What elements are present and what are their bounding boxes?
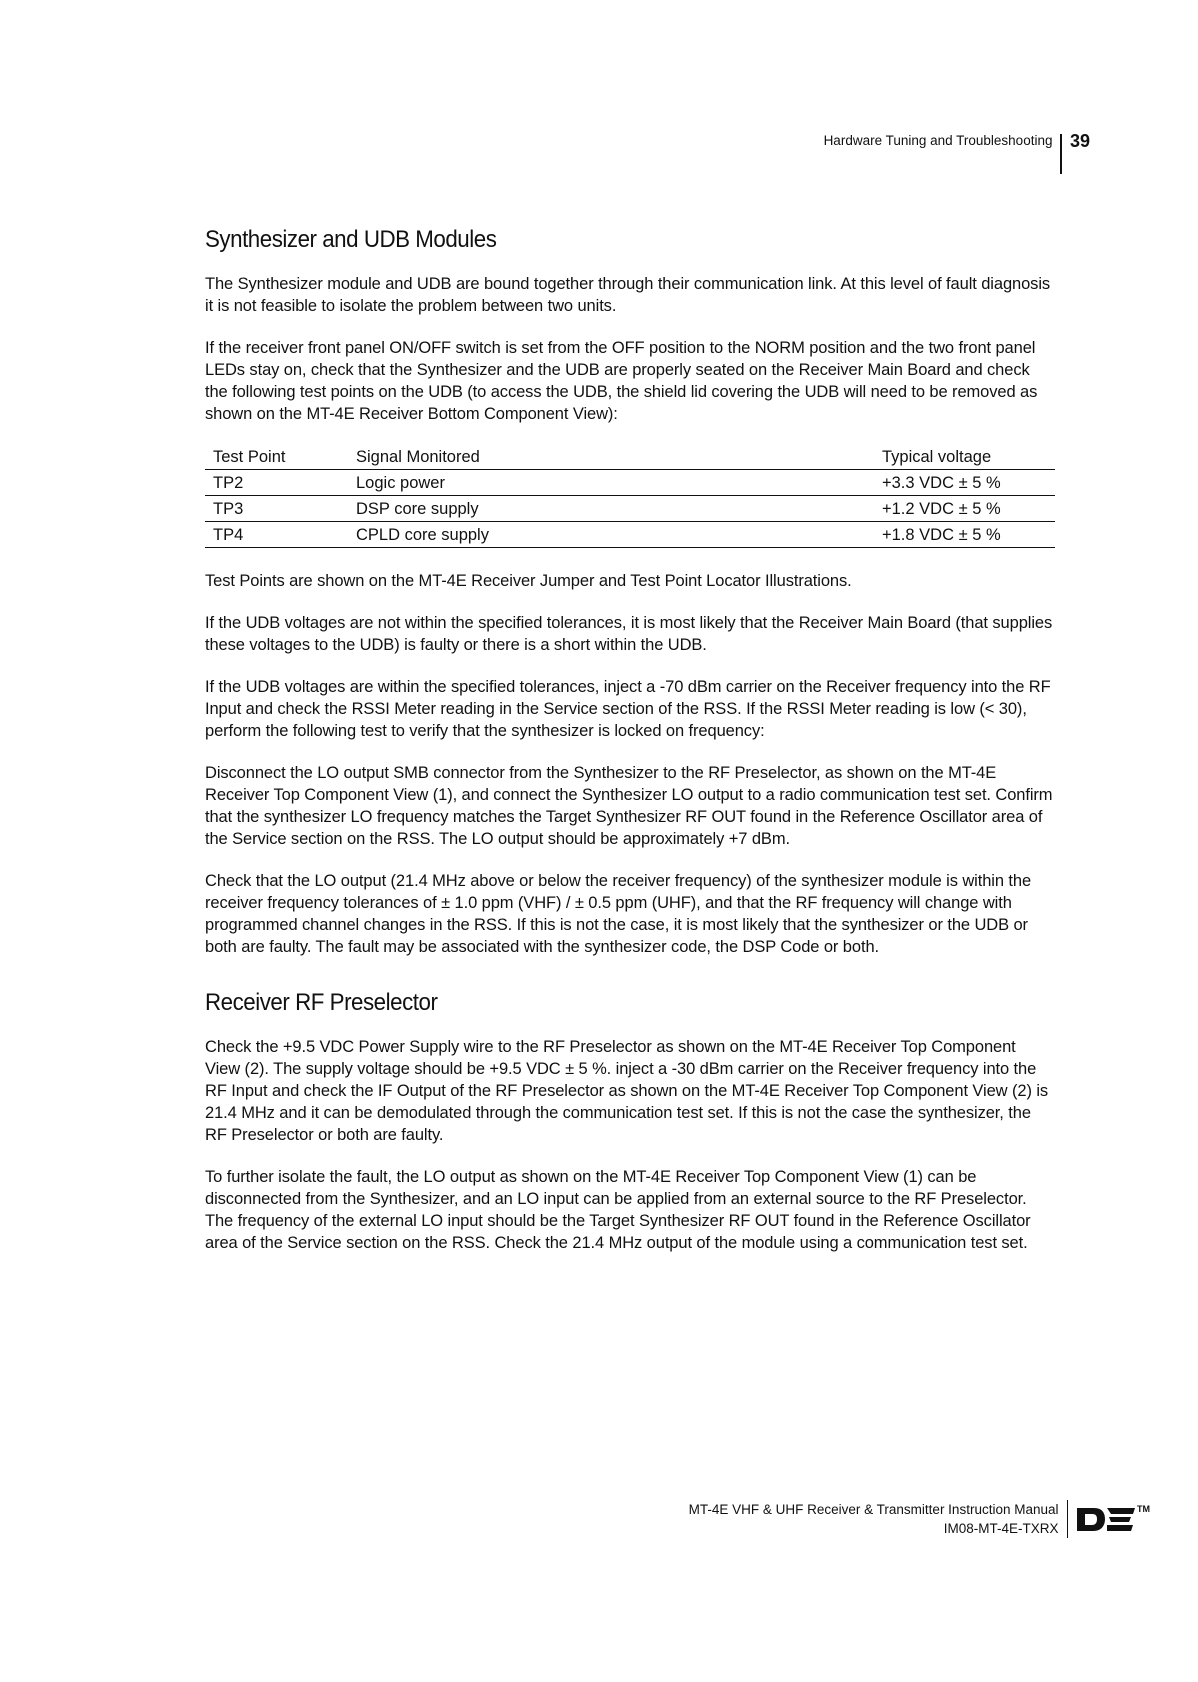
cell-signal: CPLD core supply (348, 522, 874, 548)
cell-voltage: +1.8 VDC ± 5 % (874, 522, 1055, 548)
manual-title: MT-4E VHF & UHF Receiver & Transmitter Instruction Manual (688, 1502, 1059, 1517)
running-header-title: Hardware Tuning and Troubleshooting (823, 133, 1053, 148)
page-footer (689, 1500, 1150, 1538)
table-row (205, 522, 1055, 548)
section-heading-rf-preselector: Receiver RF Preselector (205, 989, 438, 1016)
test-point-table (205, 445, 1055, 548)
trademark-symbol: TM (1137, 1504, 1150, 1514)
page-number: 39 (1069, 131, 1090, 151)
paragraph: Check the +9.5 VDC Power Supply wire to the RF Preselector as shown on the MT-4E Receiver Top Component View (2). The supply voltage should be +9.5 VDC ± 5 %. inject a -30 dBm carrier on the Receiver frequency into the RF Input and check the IF Output of the RF Preselector as shown on the MT-4E Receiver Top Component View (2) is 21.4 MHz and it can be demodulated through the communication test set. If this is not the case the synthesizer, the RF Preselector or both are faulty. (205, 1038, 1049, 1144)
header-divider (1060, 134, 1062, 174)
cell-signal: DSP core supply (348, 496, 874, 522)
column-header-test-point: Test Point (205, 445, 348, 470)
paragraph: Disconnect the LO output SMB connector from the Synthesizer to the RF Preselector, as shown on the MT-4E Receiver Top Component View (1), and connect the Synthesizer LO output to a radio communication test set. Confirm that the synthesizer LO frequency matches the Target Synthesizer RF OUT found in the Reference Oscillator area of the Service section on the RSS. The LO output should be approximately +7 dBm. (205, 764, 1053, 848)
table-row (205, 496, 1055, 522)
section-heading-synthesizer-udb: Synthesizer and UDB Modules (205, 226, 497, 253)
column-header-typical-voltage: Typical voltage (874, 445, 1055, 470)
footer-divider (1067, 1500, 1069, 1538)
cell-test-point: TP4 (205, 522, 348, 548)
cell-voltage: +1.2 VDC ± 5 % (874, 496, 1055, 522)
table-header-row (205, 445, 1055, 470)
page-content (205, 225, 1055, 1274)
company-logo (1076, 1504, 1150, 1534)
paragraph: The Synthesizer module and UDB are bound together through their communication link. At this level of fault diagnosis it is not feasible to isolate the problem between two units. (205, 275, 1051, 315)
table-row (205, 470, 1055, 496)
de-logo-icon (1076, 1504, 1136, 1534)
paragraph: Check that the LO output (21.4 MHz above or below the receiver frequency) of the synthesizer module is within the receiver frequency tolerances of ± 1.0 ppm (VHF) / ± 0.5 ppm (UHF), and that the RF frequency will change with programmed channel changes in the RSS. If this is not the case, it is most likely that the synthesizer or the UDB or both are faulty. The fault may be associated with the synthesizer code, the DSP Code or both. (205, 872, 1032, 956)
cell-signal: Logic power (348, 470, 874, 496)
page-header (824, 130, 1090, 174)
footer-text (689, 1500, 1059, 1538)
cell-test-point: TP3 (205, 496, 348, 522)
paragraph: If the UDB voltages are not within the specified tolerances, it is most likely that the Receiver Main Board (that supplies these voltages to the UDB) is faulty or there is a short within the UDB. (205, 614, 1053, 654)
cell-test-point: TP2 (205, 470, 348, 496)
paragraph: If the receiver front panel ON/OFF switch is set from the OFF position to the NORM position and the two front panel LEDs stay on, check that the Synthesizer and the UDB are properly seated on the Receiver Main Board and check the following test points on the UDB (to access the UDB, the shield lid covering the UDB will need to be removed as shown on the MT-4E Receiver Bottom Component View): (205, 339, 1038, 423)
paragraph: To further isolate the fault, the LO output as shown on the MT-4E Receiver Top Component View (1) can be disconnected from the Synthesizer, and an LO input can be applied from an external source to the RF Preselector. The frequency of the external LO input should be the Target Synthesizer RF OUT found in the Reference Oscillator area of the Service section on the RSS. Check the 21.4 MHz output of the module using a communication test set. (205, 1168, 1031, 1252)
paragraph: If the UDB voltages are within the specified tolerances, inject a -70 dBm carrier on the Receiver frequency into the RF Input and check the RSSI Meter reading in the Service section of the RSS. If the RSSI Meter reading is low (< 30), perform the following test to verify that the synthesizer is locked on frequency: (205, 678, 1051, 740)
column-header-signal-monitored: Signal Monitored (348, 445, 874, 470)
cell-voltage: +3.3 VDC ± 5 % (874, 470, 1055, 496)
paragraph: Test Points are shown on the MT-4E Receiver Jumper and Test Point Locator Illustrations. (205, 572, 852, 590)
document-number: IM08-MT-4E-TXRX (943, 1521, 1059, 1536)
